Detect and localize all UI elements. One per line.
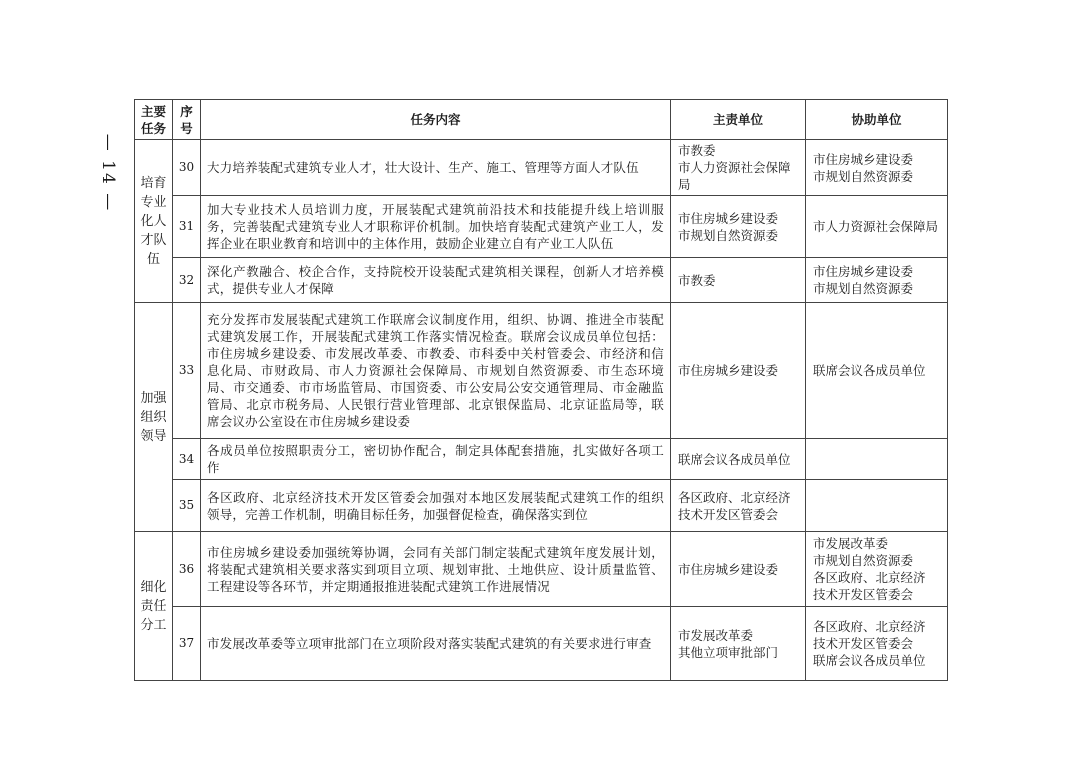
- text-line: 市住房城乡建设委: [678, 363, 779, 378]
- task-table: [134, 99, 948, 681]
- page-number: [88, 118, 128, 228]
- table-row: [135, 140, 948, 196]
- text-line: 主要: [140, 103, 166, 119]
- header-seq: [173, 100, 201, 140]
- content-cell: 各成员单位按照职责分工，密切协作配合，制定具体配套措施，扎实做好各项工作: [201, 439, 671, 480]
- text-line: 市人力资源社会保障局: [678, 160, 791, 192]
- text-line: 市教委: [678, 143, 716, 158]
- table-row: [135, 258, 948, 303]
- text-line: 加强: [140, 390, 167, 406]
- content-cell: 市发展改革委等立项审批部门在立项阶段对落实装配式建筑的有关要求进行审查: [201, 607, 671, 681]
- content-cell: 加大专业技术人员培训力度，开展装配式建筑前沿技术和技能提升线上培训服务，完善装配式建筑专业人才职称评价机制。加快培育装配式建筑产业工人，发挥企业在职业教育和培训中的主体作用，鼓励企业建立自有产业工人队伍: [201, 196, 671, 258]
- table-row: [135, 532, 948, 607]
- page-number-text: — 14 —: [98, 133, 119, 213]
- header-content: 任务内容: [201, 100, 671, 140]
- text-line: 市规划自然资源委: [678, 227, 779, 243]
- lead-unit-cell: [671, 607, 806, 681]
- text-line: 各区政府、北京经济: [813, 570, 926, 585]
- assist-unit-cell: [806, 480, 948, 532]
- text-line: 化人: [140, 213, 167, 229]
- seq-cell: 30: [173, 140, 201, 196]
- table-row: [135, 196, 948, 258]
- seq-cell: 31: [173, 196, 201, 258]
- text-line: 市规划自然资源委: [813, 168, 914, 184]
- header-lead-unit: 主责单位: [671, 100, 806, 140]
- text-line: 市发展改革委: [678, 627, 754, 643]
- seq-cell: 36: [173, 532, 201, 607]
- content-cell: 深化产教融合、校企合作，支持院校开设装配式建筑相关课程，创新人才培养模式，提供专业人才保障: [201, 258, 671, 303]
- assist-unit-cell: [806, 140, 948, 196]
- text-line: 分工: [140, 617, 167, 633]
- text-line: 市人力资源社会保障局: [813, 219, 939, 234]
- header-seq-text: [173, 103, 200, 137]
- content-cell: 市住房城乡建设委加强统筹协调，会同有关部门制定装配式建筑年度发展计划，将装配式建筑相关要求落实到项目立项、规划审批、土地供应、设计质量监管、工程建设等各环节，并定期通报推进装配式建筑工作进展情况: [201, 532, 671, 607]
- text-line: 市发展改革委: [813, 536, 889, 551]
- lead-unit-cell: [671, 196, 806, 258]
- seq-cell: 34: [173, 439, 201, 480]
- assist-unit-cell: [806, 607, 948, 681]
- text-line: 领导: [140, 428, 167, 444]
- seq-cell: 32: [173, 258, 201, 303]
- text-line: 市规划自然资源委: [813, 553, 914, 568]
- text-line: 伍: [146, 251, 160, 267]
- text-line: 联席会议各成员单位: [678, 451, 791, 467]
- content-cell: 各区政府、北京经济技术开发区管委会加强对本地区发展装配式建筑工作的组织领导，完善工作机制，明确目标任务，加强督促检查，确保落实到位: [201, 480, 671, 532]
- assist-unit-cell: [806, 303, 948, 439]
- main-task-text: [139, 174, 168, 269]
- text-line: 市住房城乡建设委: [678, 210, 779, 226]
- table-header-row: [135, 100, 948, 140]
- table-row: [135, 439, 948, 480]
- text-line: 培育: [140, 175, 167, 191]
- lead-unit-cell: [671, 140, 806, 196]
- text-line: 市规划自然资源委: [813, 281, 914, 296]
- table-row: [135, 303, 948, 439]
- content-cell: 大力培养装配式建筑专业人才，壮大设计、生产、施工、管理等方面人才队伍: [201, 140, 671, 196]
- seq-cell: 33: [173, 303, 201, 439]
- assist-unit-cell: [806, 196, 948, 258]
- text-line: 各区政府、北京经济: [813, 619, 926, 634]
- text-line: 任务: [140, 120, 166, 136]
- seq-cell: 37: [173, 607, 201, 681]
- text-line: 市住房城乡建设委: [813, 264, 914, 279]
- text-line: 各区政府、北京经济: [678, 489, 791, 505]
- seq-cell: 35: [173, 480, 201, 532]
- text-line: 其他立项审批部门: [678, 644, 779, 660]
- lead-unit-cell: [671, 258, 806, 303]
- main-task-text: [139, 578, 168, 635]
- lead-unit-cell: [671, 439, 806, 480]
- main-task-text: [139, 389, 168, 446]
- assist-unit-cell: [806, 258, 948, 303]
- main-task-cell: [135, 303, 173, 532]
- text-line: 市住房城乡建设委: [813, 151, 914, 167]
- text-line: 号: [180, 120, 193, 136]
- table-row: [135, 480, 948, 532]
- text-line: 联席会议各成员单位: [813, 363, 926, 378]
- text-line: 联席会议各成员单位: [813, 653, 926, 668]
- text-line: 责任: [140, 598, 167, 614]
- text-line: 市住房城乡建设委: [678, 561, 779, 577]
- content-cell: 充分发挥市发展装配式建筑工作联席会议制度作用，组织、协调、推进全市装配式建筑发展工作，开展装配式建筑工作落实情况检查。联席会议成员单位包括：市住房城乡建设委、市发展改革委、市教委、市科委中关村管委会、市经济和信息化局、市财政局、市人力资源社会保障局、市规划自然资源委、市生态环境局、市交通委、市市场监管局、市国资委、市公安局公安交通管理局、市金融监管局、北京市税务局、人民银行营业管理部、北京银保监局、北京证监局等，联席会议办公室设在市住房城乡建设委: [201, 303, 671, 439]
- header-assist-unit: 协助单位: [806, 100, 948, 140]
- lead-unit-cell: [671, 480, 806, 532]
- text-line: 市教委: [678, 272, 716, 288]
- text-line: 技术开发区管委会: [813, 587, 914, 602]
- text-line: 技术开发区管委会: [813, 636, 914, 651]
- text-line: 才队: [140, 232, 167, 248]
- text-line: 序: [180, 103, 193, 119]
- header-main-task: [135, 100, 173, 140]
- text-line: 专业: [140, 194, 167, 210]
- header-main-task-text: [135, 103, 172, 137]
- text-line: 细化: [140, 579, 167, 595]
- text-line: 组织: [140, 409, 167, 425]
- assist-unit-cell: [806, 532, 948, 607]
- text-line: 技术开发区管委会: [678, 506, 779, 522]
- main-task-cell: [135, 140, 173, 303]
- lead-unit-cell: [671, 532, 806, 607]
- main-task-cell: [135, 532, 173, 681]
- lead-unit-cell: [671, 303, 806, 439]
- assist-unit-cell: [806, 439, 948, 480]
- table-row: [135, 607, 948, 681]
